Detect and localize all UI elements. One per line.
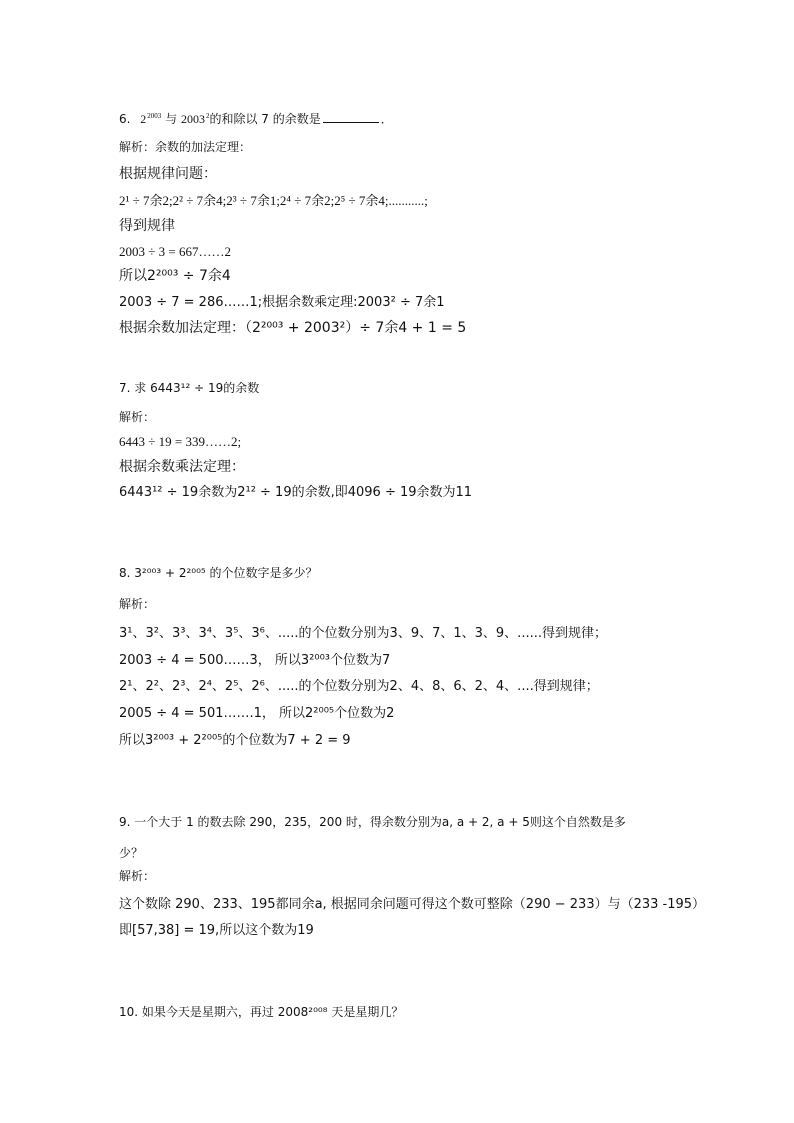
problem-9-line: 即[57,38] = 19,所以这个数为19: [119, 923, 314, 938]
problem-6-line: 根据余数加法定理：（2²⁰⁰³ + 2003²）÷ 7余4 + 1 = 5: [119, 320, 467, 336]
problem-7-number: 7.: [119, 381, 131, 395]
problem-10-text: 如果今天是星期六，再过 2008²⁰⁰⁸ 天是星期几？: [141, 1005, 404, 1019]
problem-6-line: 2¹ ÷ 7余2;2² ÷ 7余4;2³ ÷ 7余1;2⁴ ÷ 7余2;2⁵ ÷ 7余4;...........;: [119, 193, 428, 208]
problem-7-line: 6443¹² ÷ 19余数为2¹² ÷ 19的余数,即4096 ÷ 19余数为11: [119, 485, 473, 500]
problem-7-text: 求 6443¹² ÷ 19的余数: [134, 381, 260, 395]
problem-6-line: 2003 ÷ 3 = 667……2: [119, 244, 231, 259]
problem-6-question: [119, 112, 393, 126]
problem-9-line: 这个数除 290、233、195都同余a, 根据同余问题可得这个数可整除（290 − 233）与（233 -195）: [119, 897, 706, 912]
exponent-2003: 2003: [147, 112, 162, 120]
problem-8-question: [119, 566, 318, 580]
problem-9-analysis-label: 解析：: [119, 869, 156, 883]
problem-6-line: 2003 ÷ 7 = 286……1;根据余数乘定理:2003² ÷ 7余1: [119, 295, 445, 310]
problem-7-line: 6443 ÷ 19 = 339……2;: [119, 434, 242, 449]
base-2: 2: [140, 112, 147, 126]
problem-6-line: 根据规律问题：: [119, 166, 217, 182]
answer-blank: [323, 112, 379, 123]
question-text: 的和除以 7 的余数是: [209, 112, 321, 126]
problem-10-question: [119, 1005, 403, 1019]
problem-8-text: 3²⁰⁰³ + 2²⁰⁰⁵ 的个位数字是多少？: [134, 566, 318, 580]
problem-6-analysis-label: 解析：余数的加法定理：: [119, 140, 252, 154]
problem-7-line: 根据余数乘法定理：: [119, 459, 245, 475]
problem-6-line: 所以2²⁰⁰³ ÷ 7余4: [119, 268, 231, 284]
problem-7-question: [119, 381, 259, 395]
problem-6-number: 6.: [119, 112, 131, 126]
problem-8-line: 3¹、3²、3³、3⁴、3⁵、3⁶、.....的个位数分别为3、9、7、1、3、9、......得到规律；: [119, 626, 607, 641]
problem-10-number: 10.: [119, 1005, 139, 1019]
problem-8-line: 2005 ÷ 4 = 501…….1， 所以2²⁰⁰⁵个位数为2: [119, 706, 395, 721]
problem-8-number: 8.: [119, 566, 131, 580]
problem-8-line: 2003 ÷ 4 = 500……3， 所以3²⁰⁰³个位数为7: [119, 653, 391, 668]
problem-7-analysis-label: 解析：: [119, 410, 156, 424]
problem-9-question-cont: 少？: [119, 846, 144, 860]
question-end: ．: [380, 112, 393, 126]
problem-8-analysis-label: 解析：: [119, 597, 156, 611]
problem-6-line: 得到规律: [119, 218, 175, 234]
problem-8-line: 所以3²⁰⁰³ + 2²⁰⁰⁵的个位数为7 + 2 = 9: [119, 733, 351, 748]
problem-9-number: 9.: [119, 815, 131, 829]
exponent-2: 2: [205, 112, 210, 120]
problem-9-text: 一个大于 1 的数去除 290，235，200 时，得余数分别为a, a + 2, a + 5则这个自然数是多: [134, 815, 626, 829]
base-2003: 2003: [180, 112, 205, 126]
connector-text: 与: [165, 112, 178, 126]
problem-8-line: 2¹、2²、2³、2⁴、2⁵、2⁶、.....的个位数分别为2、4、8、6、2、4、....得到规律；: [119, 679, 599, 694]
problem-9-question: [119, 815, 626, 829]
